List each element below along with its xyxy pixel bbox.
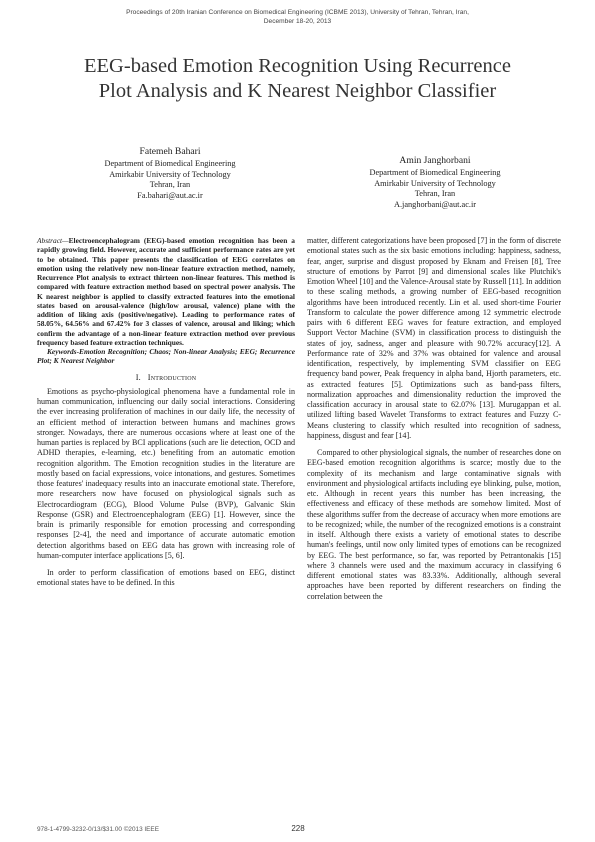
page-number: 228 [291,824,305,833]
body-paragraph: matter, different categorizations have been proposed [7] in the form of discrete emotional states such as the six basic emotions including: happiness, sadness, fear, anger, surprise and disgust proposed by Eknam and Freisen [8], Tree structure of emotions by Parrot [9] and dimensional scales like Plutchik's Emotion Wheel [10] and the Valence-Arousal state by Russell [11]. In addition to these scaling methods, a growing number of EEG-based recognition algorithms have been introduced recently. Lin et al. used short-time Fourier Transform to calculate the power difference among 12 symmetric electrode pairs with 6 different EEG waves for feature extraction, and employed Support Vector Machine (SVM) in classification process to distinguish the states of joy, sadness, anger and pleasure with 90.72% accuracy[12]. A Performance rate of 32% and 37% was obtained for valence and arousal identification, respectively, by implementing SVM classifier on EEG frequency band power, Peak frequency in alpha band, Hjorth parameters, etc. as extracted features [5]. Optimizations such as band-pass filters, normalization approaches and dimensionality reduction the improved the classification accuracy in arousal state to 62.07% [13]. Murugappan et al. utilized lifting based Wavelet Transforms to extract features and Fuzzy C-Means clustering to classify which resulted into recognition of sadness, happiness, disgust and fear [14]. [307,236,561,440]
paper-title-line-1: EEG-based Emotion Recognition Using Recurrence [84,55,511,77]
author-department: Department of Biomedical Engineering [369,168,501,177]
abstract-label: Abstract— [37,236,69,245]
author-name: Fatemeh Bahari [139,146,201,157]
author-block-1 [70,145,270,201]
body-paragraph: In order to perform classification of emotions based on EEG, distinct emotional states have to be defined. In this [37,568,295,588]
abstract-text: Electroencephalogram (EEG)-based emotion recognition has been a rapidly growing field. However, accurate and sufficient performance rates are yet to be obtained. This paper presents the classification of EEG correlates on emotion using the relatively new non-linear feature extraction method, namely, Recurrence Plot analysis to extract thirteen non-linear features. This method is compared with feature extraction method based on spectral power analysis. The K nearest neighbor is applied to classify extracted features into the emotional states based on arousal-valence (high/low arousal, valence) plane with the addition of liking axis (positive/negative). Leading to performance rates of 58.05%, 64.56% and 67.42% for 3 classes of valence, arousal and liking; which confirm the advantage of a non-linear feature extraction method over previous frequency based feature extraction techniques. [37,236,295,347]
paper-title-line-2: Plot Analysis and K Nearest Neighbor Classifier [98,80,497,102]
section-number: I. [135,372,141,382]
keywords-label: Keywords- [47,347,80,356]
author-email: A.janghorbani@aut.ac.ir [393,199,477,209]
author-department: Department of Biomedical Engineering [104,159,236,168]
right-column [307,236,561,602]
conference-line-2: December 18-20, 2013 [263,17,332,25]
author-name: Amin Janghorbani [399,155,471,166]
body-paragraph: Compared to other physiological signals, the number of researches done on EEG-based emotion recognition algorithms is scarce; mostly due to the complexity of its mechanism and large contaminative signals with environment and physiological artifacts including eye blinking, pulse, motion, etc. Although in recent years this number has been increasing, the effectiveness and efficacy of these methods are somehow limited. Most of these algorithms suffer from the decrease of accuracy when more emotions are to be recognized; while, the number of the recognized emotions is a constraint in itself. Although there exists a variety of emotional states to describe human's feelings, until now only limited types of emotions can be recognized by EEG. The best performance, so far, was reported by Petrantonakis [15] where 3 channels were used and the maximum accuracy in classifying 6 different emotional states was 83.33%. Additionally, although several approaches have been reported by different researchers on finding the correlation between the [307,448,561,601]
author-location: Tehran, Iran [414,189,456,199]
abstract [37,236,295,347]
author-location: Tehran, Iran [149,180,191,190]
author-block-2 [335,154,535,210]
paper-title [20,54,575,104]
author-university: Amirkabir University of Technology [109,169,231,179]
conference-line-1: Proceedings of 20th Iranian Conference on Biomedical Engineering (ICBME 2013), University of Tehran, Tehran, Iran, [126,9,469,16]
left-column [37,236,295,589]
keywords [37,347,295,366]
section-heading [37,373,295,383]
section-title: Introduction [147,372,197,382]
body-paragraph: Emotions as psycho-physiological phenomena have a fundamental role in human communication, influencing our daily social interactions. Considering the ever increasing proliferation of machines in our daily life, the necessity of an efficient method of interaction between humans and machines grows stronger. Nowadays, there are numerous occasions where at least one of the human parties is replaced by BCI applications (such are lie detection, OCD and ADHD therapies, e-learning, etc.) benefiting from an automatic emotion recognition algorithm. The Emotion recognition studies in the literature are mostly based on facial expressions, voice intonations, and gestures. Sometimes those features' inadequacy results into an inaccurate emotional state. Therefore, more researchers now have focused on physiological signals such as Electrocardiogram (ECG), Blood Volume Pulse (BVP), Galvanic Skin Response (GSR) and Electroencephalogram (EEG) [1]. However, since the brain is primarily responsible for emotion processing and corresponding responses [2-4], the need and importance of accurate automatic emotion detection algorithms based on EEG data has grown with increasing role of human-computer interface applications [5, 6]. [37,386,295,560]
conference-header [70,9,525,26]
keywords-text: Emotion Recognition; Chaos; Non-linear Analysis; EEG; Recurrence Plot; K Nearest Neighbor [37,347,295,366]
author-email: Fa.bahari@aut.ac.ir [137,190,203,200]
author-university: Amirkabir University of Technology [374,178,496,188]
footer-isbn: 978-1-4799-3232-0/13/$31.00 ©2013 IEEE [37,826,159,833]
